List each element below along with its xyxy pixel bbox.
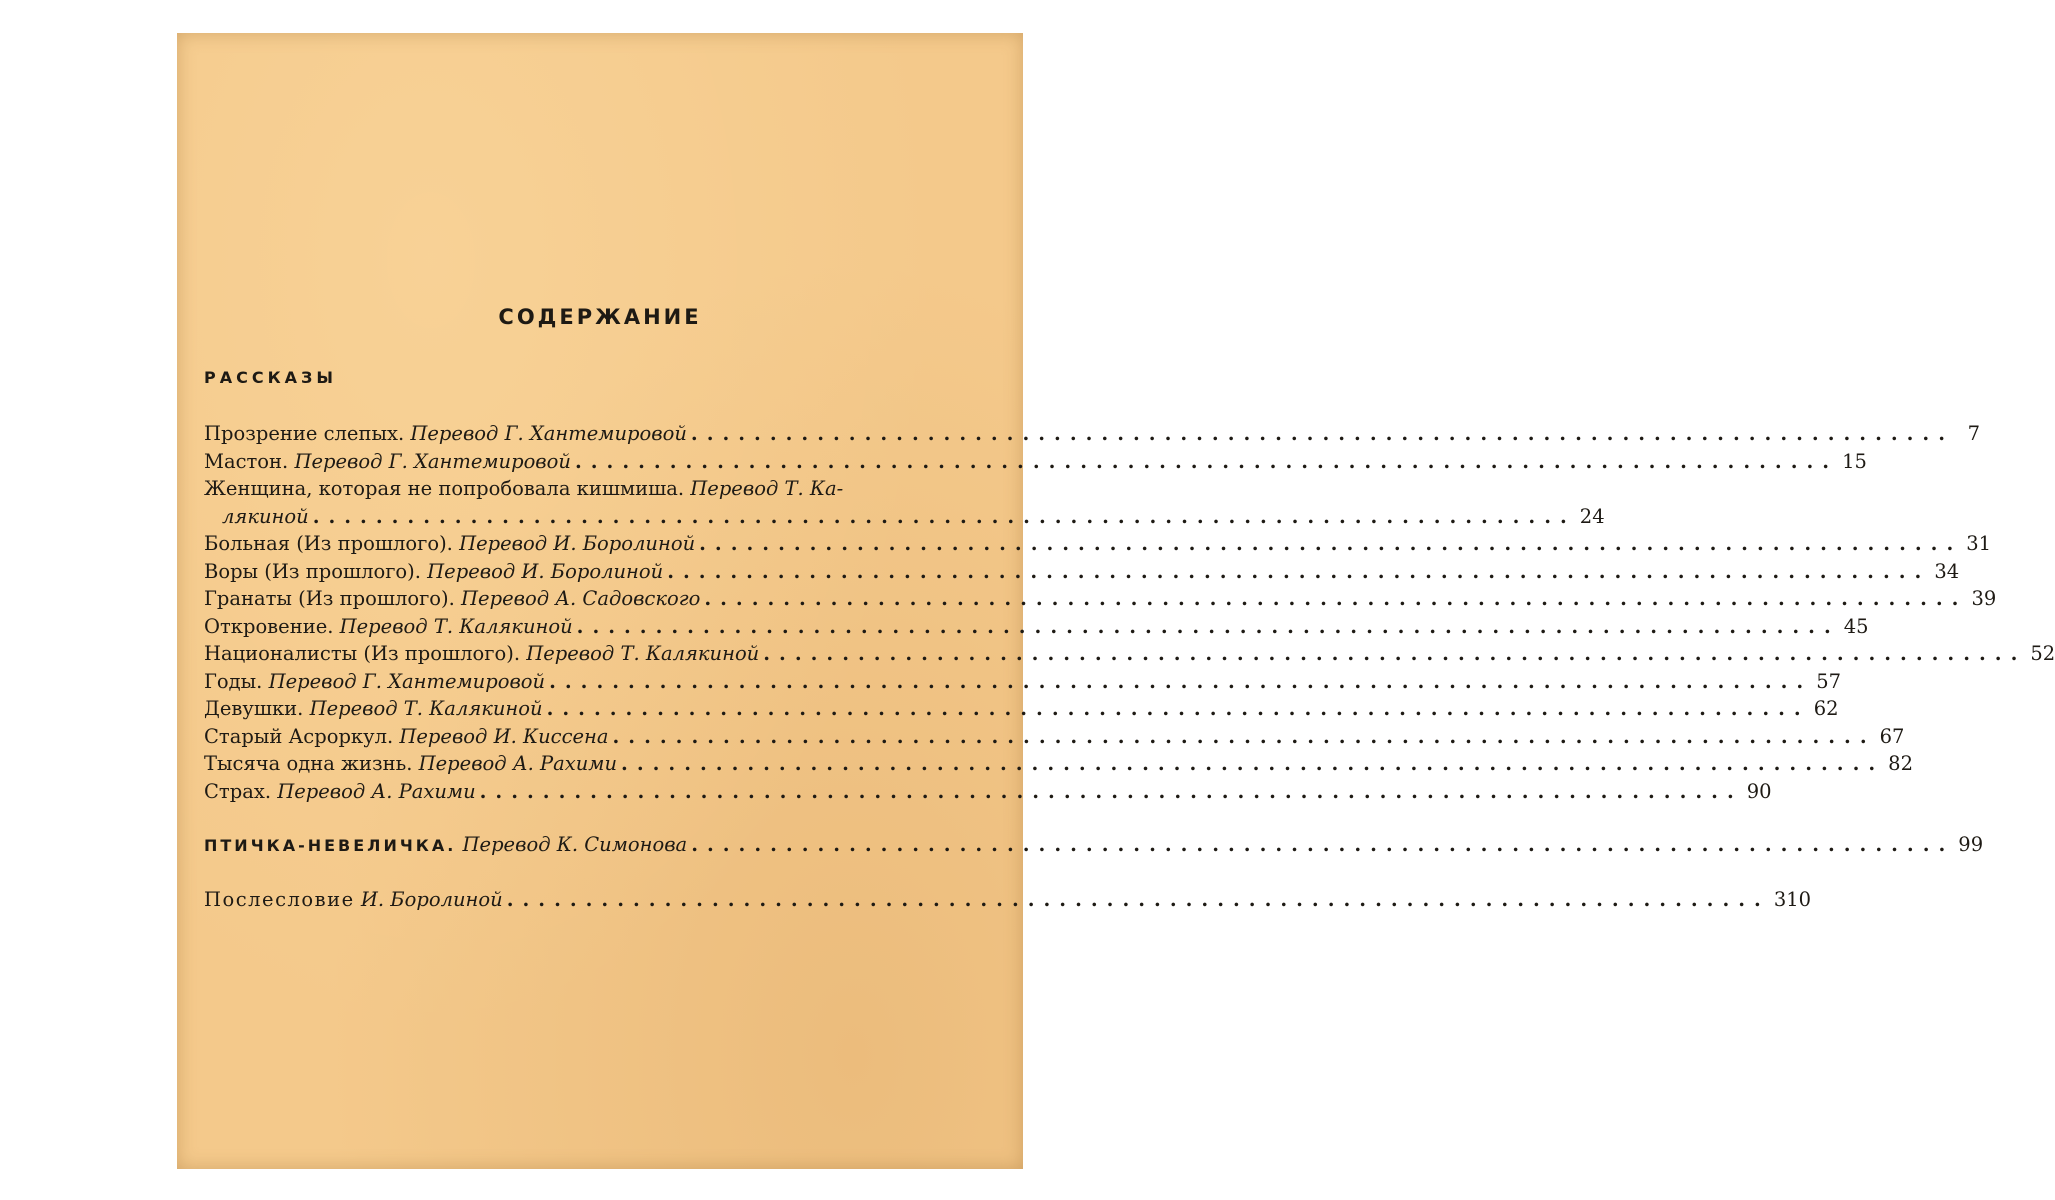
entry-page: 39	[1971, 587, 1997, 610]
dot-leader: ................................................................................	[312, 504, 1576, 528]
entry-page: 45	[1843, 614, 1869, 638]
toc-entry	[204, 558, 1960, 586]
dot-leader: ................................................................................	[479, 779, 1743, 803]
novella-translator: Перевод К. Симонова	[462, 833, 688, 856]
entry-page: 90	[1746, 779, 1772, 803]
entry-translator: Перевод А. Садовского	[461, 587, 701, 610]
entry-title: Прозрение слепых.	[204, 422, 405, 445]
novella-page: 99	[1958, 833, 1984, 856]
entry-title: Старый Асроркул.	[204, 724, 394, 748]
entry-page: 67	[1879, 724, 1905, 748]
entry-title: Страх.	[204, 779, 272, 803]
toc-entry-continued	[204, 503, 1605, 531]
dot-leader: ................................................................................	[691, 833, 1955, 856]
dot-leader: ................................................................................	[576, 614, 1840, 638]
entry-page: 62	[1813, 697, 1839, 720]
toc-entry	[204, 448, 1867, 476]
entry-title: Националисты (Из прошлого).	[204, 642, 521, 665]
entry-page: 34	[1934, 559, 1960, 583]
entry-title: Женщина, которая не попробовала кишмиша.	[204, 477, 685, 500]
entry-translator: Перевод И. Боролиной	[427, 559, 664, 583]
page-title: СОДЕРЖАНИЕ	[498, 305, 702, 329]
toc-entry	[204, 475, 944, 503]
entry-title: Больная (Из прошлого).	[204, 532, 453, 555]
toc-entry	[204, 695, 1839, 723]
spacer	[204, 860, 944, 886]
toc-entry	[204, 750, 1913, 778]
entry-translator: Перевод И. Киссена	[399, 724, 609, 748]
entry-page: 82	[1888, 752, 1913, 775]
entry-translator: Перевод Т. Ка-	[690, 477, 844, 500]
entry-title: Мастон.	[204, 449, 289, 473]
entry-page: 31	[1966, 532, 1992, 555]
entry-title: Тысяча одна жизнь.	[204, 752, 413, 775]
entry-translator: Перевод Т. Калякиной	[526, 642, 760, 665]
dot-leader: ................................................................................	[574, 449, 1839, 473]
spacer	[204, 805, 944, 831]
entry-title: Девушки.	[204, 697, 304, 720]
toc-entry	[204, 640, 2055, 668]
entry-translator: Перевод И. Боролиной	[459, 532, 696, 555]
toc-entry	[204, 420, 1981, 448]
entry-translator-continued: лякиной	[222, 504, 309, 528]
entry-title: Воры (Из прошлого).	[204, 559, 421, 583]
toc-entry	[204, 778, 1772, 806]
toc-entry	[204, 530, 1992, 558]
dot-leader: ................................................................................	[667, 559, 1931, 583]
dot-leader: ................................................................................	[546, 697, 1810, 720]
toc-entry	[204, 723, 1905, 751]
table-of-contents	[204, 420, 2055, 913]
afterword-title: Послесловие	[204, 887, 355, 911]
toc-entry-novella	[204, 831, 1984, 860]
entry-title: Гранаты (Из прошлого).	[204, 587, 455, 610]
novella-title: ПТИЧКА-НЕВЕЛИЧКА.	[204, 836, 457, 855]
entry-title: Годы.	[204, 669, 263, 693]
toc-entry-afterword	[204, 886, 1812, 914]
entry-translator: Перевод Т. Калякиной	[309, 697, 543, 720]
entry-page: 24	[1579, 504, 1605, 528]
dot-leader: ................................................................................	[763, 642, 2027, 665]
toc-entry	[204, 585, 1997, 613]
dot-leader: ................................................................................	[690, 422, 1955, 445]
entry-translator: Перевод Г. Хантемировой	[294, 449, 571, 473]
entry-translator: Перевод А. Рахими	[418, 752, 618, 775]
dot-leader: ................................................................................	[704, 587, 1968, 610]
dot-leader: ................................................................................	[699, 532, 1963, 555]
toc-entry	[204, 668, 1842, 696]
afterword-page: 310	[1773, 887, 1812, 911]
entry-page: 52	[2030, 642, 2055, 665]
toc-entry	[204, 613, 1869, 641]
entry-page: 15	[1842, 449, 1867, 473]
dot-leader: ................................................................................	[621, 752, 1885, 775]
entry-page: 57	[1816, 669, 1842, 693]
entry-translator: Перевод Т. Калякиной	[339, 614, 573, 638]
dot-leader: ................................................................................	[506, 887, 1770, 911]
entry-translator: Перевод А. Рахими	[277, 779, 476, 803]
entry-translator: Перевод Г. Хантемировой	[268, 669, 546, 693]
dot-leader: ................................................................................	[549, 669, 1813, 693]
section-heading-stories: РАССКАЗЫ	[204, 368, 337, 387]
entry-translator: Перевод Г. Хантемировой	[410, 422, 687, 445]
afterword-author: И. Боролиной	[360, 887, 503, 911]
book-page	[177, 33, 2055, 1169]
dot-leader: ................................................................................	[612, 724, 1876, 748]
entry-title: Откровение.	[204, 614, 334, 638]
entry-page: 7	[1967, 422, 1981, 445]
